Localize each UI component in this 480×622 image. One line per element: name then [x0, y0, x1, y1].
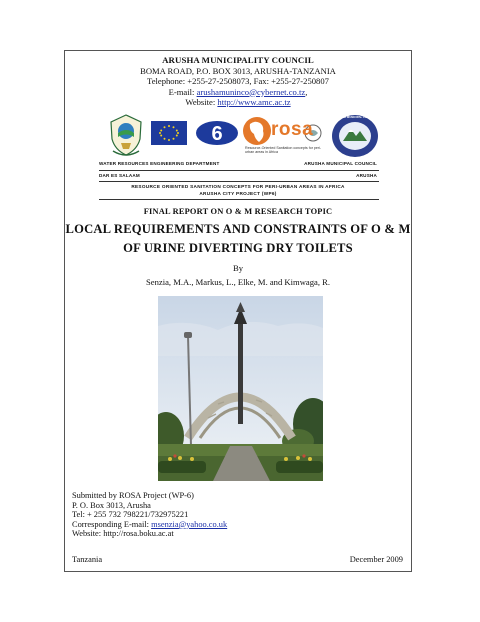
org-email-line: E-mail: arushamuninco@cybernet.co.tz,	[168, 86, 308, 97]
report-title-line-2: OF URINE DIVERTING DRY TOILETS	[123, 241, 353, 255]
arusha-seal-text: ARUSHA MUNICIPAL COUNCIL	[334, 115, 376, 119]
report-title-line-1: LOCAL REQUIREMENTS AND CONSTRAINTS OF O & M	[65, 222, 411, 236]
monument-photo	[158, 296, 323, 481]
logo-row	[73, 113, 405, 161]
project-line-1: RESOURCE ORIENTED SANITATION CONCEPTS FOR PERI-URBAN AREAS IN AFRICA	[131, 184, 345, 189]
cover-page	[64, 50, 412, 572]
header-block	[65, 55, 411, 108]
by-label: By	[232, 263, 244, 273]
rosa-caption: Resource-Oriented Sanitation concepts for peri-urban areas in Africa	[245, 146, 322, 155]
report-label: FINAL REPORT ON O & M RESEARCH TOPIC	[143, 207, 333, 216]
org-email-link[interactable]: arushamuninco@cybernet.co.tz	[196, 86, 306, 97]
authors: Senzia, M.A., Markus, L., Elke, M. and Kimwaga, R.	[145, 277, 331, 287]
arusha-council-seal-logo	[331, 113, 379, 164]
report-title	[65, 220, 411, 258]
submission-phone: Tel: + 255 732 798221/732975221	[72, 510, 189, 520]
project-line-2: ARUSHA CITY PROJECT (WP6)	[199, 191, 277, 196]
submission-address: P. O. Box 3013, Arusha	[72, 500, 151, 510]
rosa-wordmark: rosa	[271, 119, 314, 140]
fp6-logo	[195, 119, 239, 152]
submitted-by: Submitted by ROSA Project (WP-6)	[72, 491, 194, 500]
divider-middle	[99, 181, 379, 182]
footer-date: December 2009	[349, 555, 403, 564]
submission-website: Website: http://rosa.boku.ac.at	[72, 529, 174, 539]
rosa-logo	[241, 115, 325, 164]
dept-right-top: ARUSHA MUNICIPAL COUNCIL	[304, 161, 377, 166]
svg-text:6: 6	[211, 123, 223, 145]
corresponding-email-line: Corresponding E-mail: msenzia@yahoo.co.uk	[72, 519, 228, 529]
university-seal-logo	[107, 113, 145, 162]
org-website-line: Website: http://www.amc.ac.tz	[185, 97, 291, 107]
dept-right-bottom: ARUSHA	[356, 173, 377, 178]
org-address: BOMA ROAD, P.O. BOX 3013, ARUSHA-TANZANIA	[140, 65, 336, 76]
corresponding-email-link[interactable]: msenzia@yahoo.co.uk	[151, 519, 228, 529]
project-description	[65, 183, 411, 197]
submission-block	[72, 491, 227, 539]
dept-left-top: WATER RESOURCES ENGINEERING DEPARTMENT	[99, 161, 220, 166]
divider-top	[99, 170, 379, 171]
eu-flag-logo	[151, 121, 187, 150]
org-name: ARUSHA MUNICIPALITY COUNCIL	[162, 55, 314, 65]
org-website-link[interactable]: http://www.amc.ac.tz	[217, 97, 291, 107]
dept-left-bottom: DAR ES SALAAM	[99, 173, 140, 178]
divider-bottom	[99, 199, 379, 200]
footer-place: Tanzania	[72, 555, 103, 564]
org-phone: Telephone: +255-27-2508073, Fax: +255-27-250807	[147, 76, 329, 86]
